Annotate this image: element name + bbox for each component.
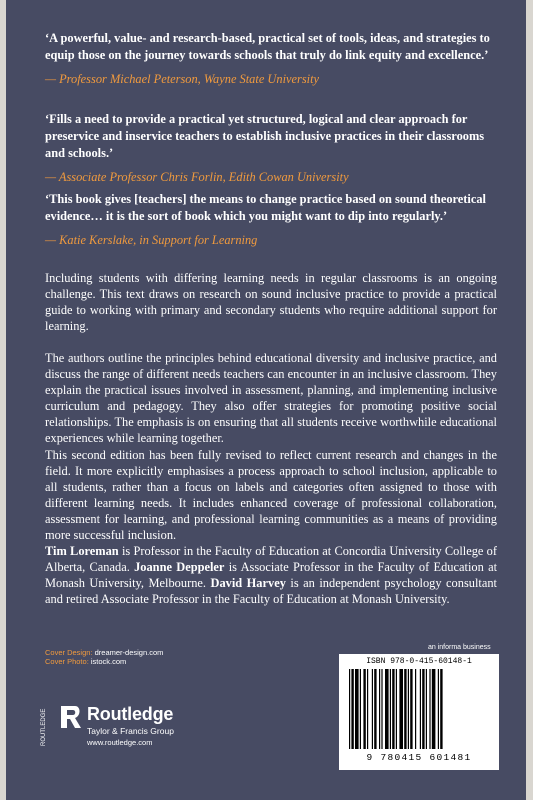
vertical-logo-text: ROUTLEDGE [41,708,47,746]
author-bio-text: is an independent psychology consultant and retired Associate Professor in the Faculty of Education at Monash University. [45,576,497,606]
cover-design-label: Cover Design: [45,648,93,657]
endorsement-quote-3 [45,191,495,248]
author-bios [45,543,497,607]
quote-attribution: — Katie Kerslake, in Support for Learning [45,233,258,247]
publisher-url: www.routledge.com [87,738,153,747]
isbn-text: ISBN 978-0-415-60148-1 [366,657,472,666]
publisher-group: Taylor & Francis Group [87,726,174,736]
quote-attribution: — Professor Michael Peterson, Wayne State University [45,72,320,86]
description-paragraph-1: Including students with differing learning needs in regular classrooms is an ongoing challenge. This text draws on research on sound inclusive practice to provide a practical guide to working with primary and secondary students who require additional support for learning. [45,271,497,333]
publisher-logo [41,702,245,752]
description-paragraph-3: This second edition has been fully revised to reflect current research and changes in the field. It more explicitly emphasises a process approach to school inclusion, applicable to all students, rather than a focus on labels and categories often assigned to those with different learning needs. It includes enhanced coverage of professional collaboration, assessment for learning, and professional learning communities as a means of providing more successful inclusion. [45,448,497,542]
endorsement-quote-2 [45,111,495,185]
cover-photo-value: istock.com [90,657,127,666]
cover-credits [45,648,163,666]
publisher-name: Routledge [87,704,174,724]
quote-text: ‘This book gives [teachers] the means to change practice based on sound theoretical evidence… it is the sort of book which you might want to dip into regularly.’ [45,192,486,223]
author-name: Tim Loreman [45,544,119,558]
cover-design-value: dreamer-design.com [94,648,164,657]
author-name: Joanne Deppeler [134,560,225,574]
quote-text: ‘Fills a need to provide a practical yet structured, logical and clear approach for preservice and inservice teachers to establish inclusive practices in their classrooms and schools.’ [45,112,485,160]
author-bio-text: is Associate Professor in the Faculty of Education at Monash University, Melbourne. [45,560,498,590]
description-paragraph-2: The authors outline the principles behind educational diversity and inclusive practice, and discuss the range of different needs teachers can encounter in an inclusive classroom. They explain the practical issues involved in assessment, planning, and implementing inclusive curriculum and pedagogy. They also offer strategies for promoting positive social relationships. The emphasis is on ensuring that all students receive worthwhile educational experiences while learning together. [45,351,497,445]
barcode-bars [347,669,491,751]
informa-tagline: an informa business [428,644,491,651]
barcode [339,654,499,770]
quote-text: ‘A powerful, value- and research-based, practical set of tools, ideas, and strategies to equip those on the journey towards schools that truly do link equity and excellence.’ [45,31,490,62]
endorsement-quote-1 [45,30,495,87]
quote-attribution: — Associate Professor Chris Forlin, Edith Cowan University [45,170,349,184]
routledge-logo-icon [41,702,83,746]
author-bio-text: is Professor in the Faculty of Education at Concordia University College of Alberta, Canada. [45,544,497,574]
author-name: David Harvey [210,576,286,590]
barcode-digits: 9 780415 601481 [366,752,472,763]
back-cover [6,0,526,800]
cover-photo-label: Cover Photo: [45,657,89,666]
